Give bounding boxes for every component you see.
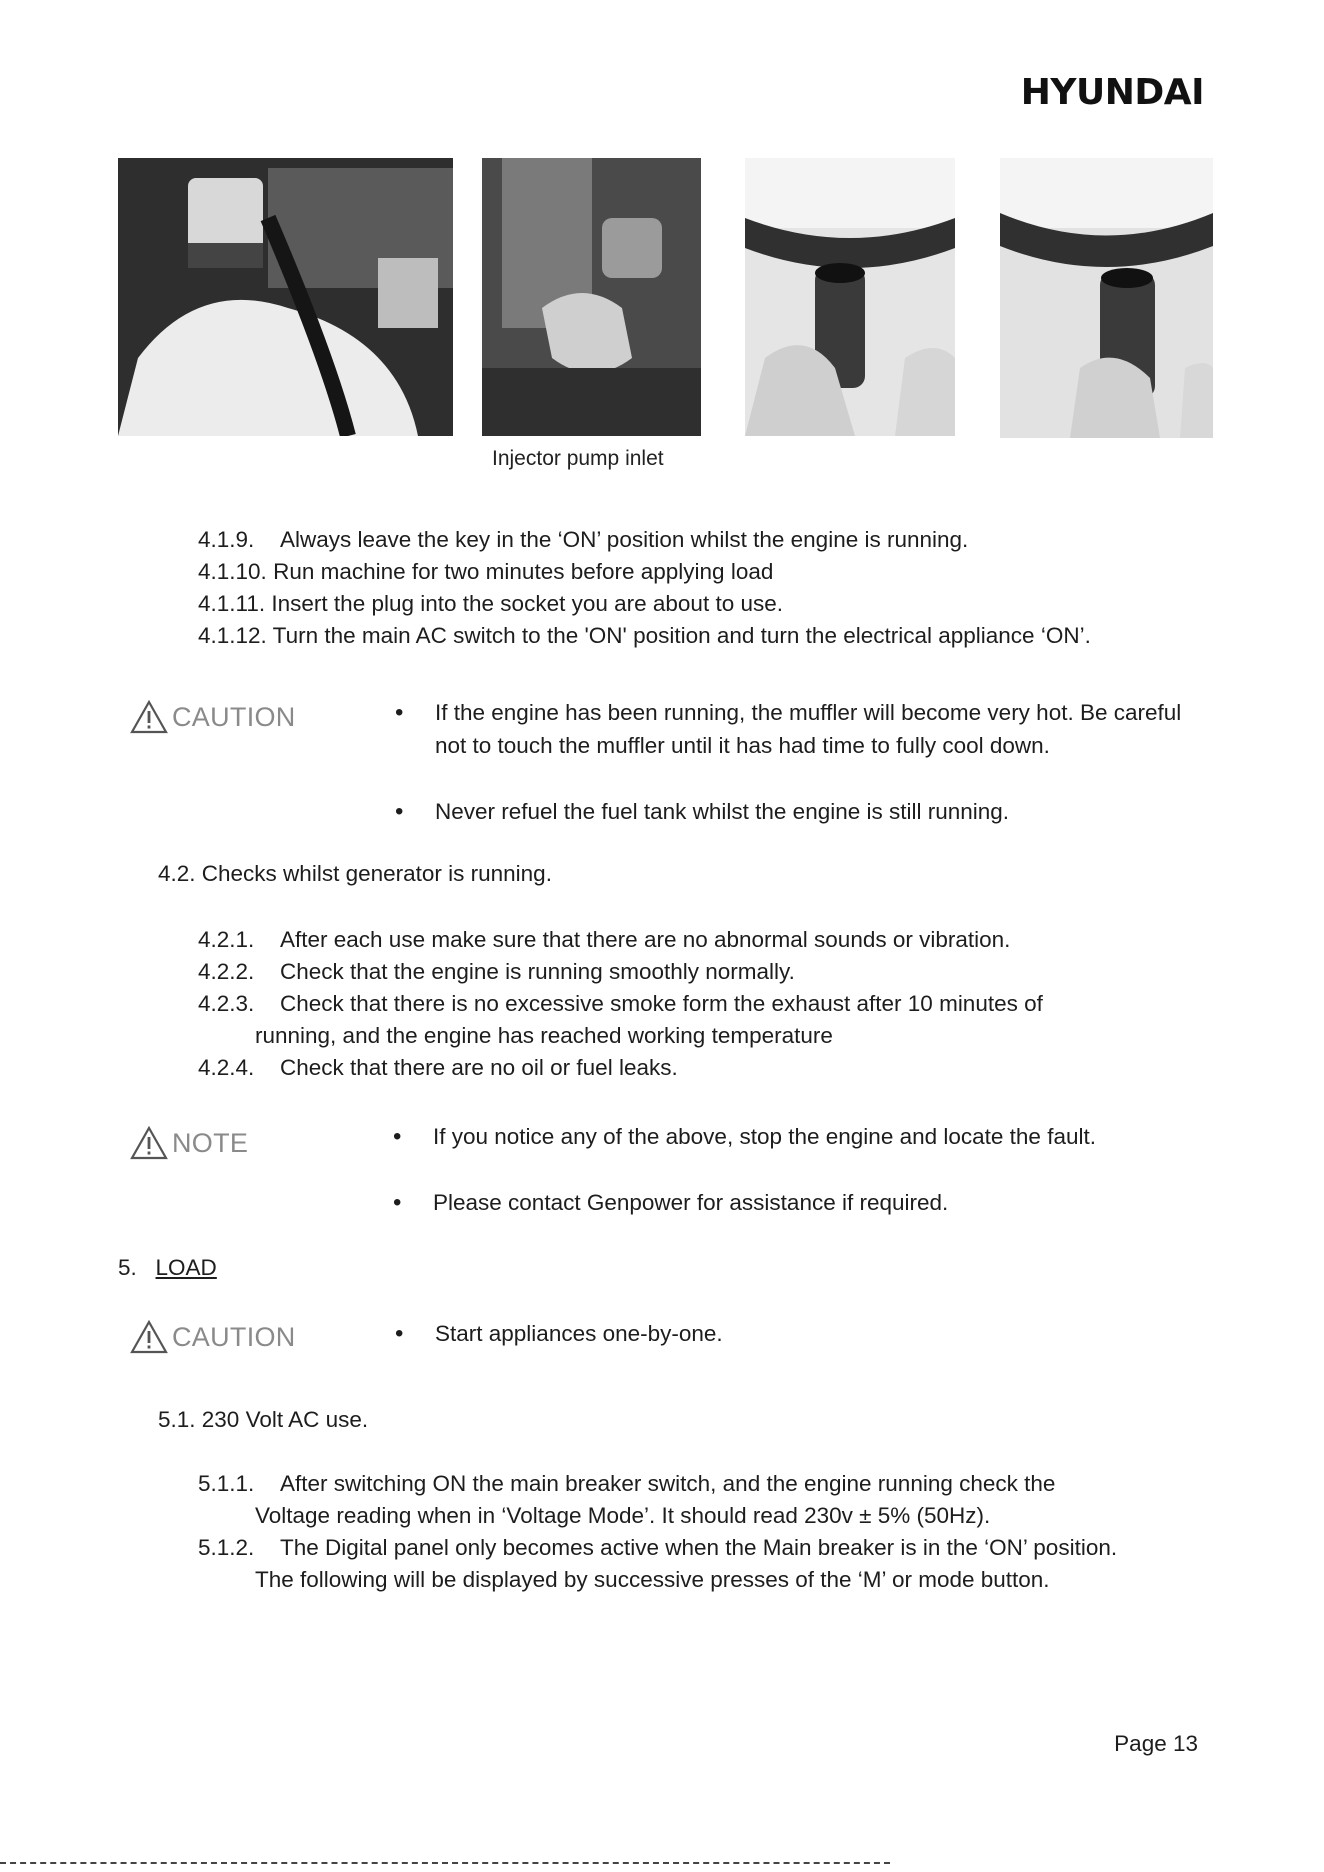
bullet-dot: • bbox=[395, 699, 404, 726]
list-item bbox=[198, 988, 1043, 1020]
list-item bbox=[198, 1052, 678, 1084]
item-number: 4.1.11. bbox=[198, 591, 266, 616]
bullet-dot: • bbox=[395, 1320, 404, 1347]
item-number: 5.1.2. bbox=[198, 1535, 255, 1560]
footer-divider bbox=[0, 1862, 890, 1864]
item-text: Check that there is no excessive smoke form the exhaust after 10 minutes of bbox=[280, 991, 1043, 1016]
list-item bbox=[198, 1532, 1117, 1564]
fuel-hose-photo-1 bbox=[745, 158, 955, 436]
page-number: Page 13 bbox=[1114, 1731, 1198, 1756]
item-number: 4.2.3. bbox=[198, 991, 255, 1016]
item-continuation: Voltage reading when in ‘Voltage Mode’. It should read 230v ± 5% (50Hz). bbox=[255, 1503, 991, 1528]
item-text: Always leave the key in the ‘ON’ position whilst the engine is running. bbox=[280, 527, 969, 552]
item-text: After each use make sure that there are no abnormal sounds or vibration. bbox=[280, 927, 1011, 952]
item-text: After switching ON the main breaker switch, and the engine running check the bbox=[280, 1471, 1056, 1496]
bullet-item bbox=[395, 795, 1215, 828]
warning-triangle-icon bbox=[130, 1126, 168, 1160]
caution-label bbox=[130, 1320, 296, 1354]
caution-label bbox=[130, 700, 296, 734]
item-continuation: The following will be displayed by successive presses of the ‘M’ or mode button. bbox=[255, 1567, 1050, 1592]
section-heading: 4.2. Checks whilst generator is running. bbox=[158, 861, 552, 886]
item-number: 4.1.10. bbox=[198, 559, 267, 584]
figure-caption: Injector pump inlet bbox=[492, 447, 664, 470]
list-item bbox=[198, 556, 773, 588]
list-item bbox=[198, 924, 1010, 956]
section-title: LOAD bbox=[155, 1255, 217, 1280]
item-text: Check that the engine is running smoothly normally. bbox=[280, 959, 795, 984]
section-5-heading bbox=[118, 1252, 217, 1284]
bullet-text: Never refuel the fuel tank whilst the engine is still running. bbox=[435, 799, 1010, 824]
bullet-text: Start appliances one-by-one. bbox=[435, 1321, 723, 1346]
item-text: The Digital panel only becomes active when the Main breaker is in the ‘ON’ position. bbox=[280, 1535, 1118, 1560]
item-number: 4.2.4. bbox=[198, 1055, 255, 1080]
item-number: 4.1.12. bbox=[198, 623, 267, 648]
bullet-item bbox=[393, 1186, 1213, 1219]
item-text: Turn the main AC switch to the 'ON' position and turn the electrical appliance ‘ON’. bbox=[272, 623, 1091, 648]
bullet-text: If the engine has been running, the muffler will become very hot. Be careful not to touch the muffler until it has had time to fully cool down. bbox=[435, 700, 1182, 758]
item-continuation: running, and the engine has reached working temperature bbox=[255, 1023, 833, 1048]
injector-pump-inlet-photo bbox=[482, 158, 701, 436]
note-text: NOTE bbox=[172, 1127, 249, 1158]
item-number: 4.2.2. bbox=[198, 959, 255, 984]
note-label bbox=[130, 1126, 248, 1160]
item-number: 5.1.1. bbox=[198, 1471, 255, 1496]
warning-triangle-icon bbox=[130, 700, 168, 734]
fuel-hose-photo-2 bbox=[1000, 158, 1213, 438]
fuel-filter-photo bbox=[118, 158, 453, 436]
item-text: Check that there are no oil or fuel leaks. bbox=[280, 1055, 678, 1080]
bullet-dot: • bbox=[395, 798, 404, 825]
warning-triangle-icon bbox=[130, 1320, 168, 1354]
list-item bbox=[198, 588, 783, 620]
item-number: 4.2.1. bbox=[198, 927, 255, 952]
bullet-item bbox=[393, 1120, 1113, 1186]
item-text: Insert the plug into the socket you are about to use. bbox=[271, 591, 783, 616]
caution-text: CAUTION bbox=[172, 701, 296, 732]
list-item bbox=[198, 524, 968, 556]
section-number: 5. bbox=[118, 1255, 137, 1280]
caution-text: CAUTION bbox=[172, 1321, 296, 1352]
bullet-item bbox=[395, 1317, 1215, 1350]
section-heading: 5.1. 230 Volt AC use. bbox=[158, 1407, 369, 1432]
list-item bbox=[198, 956, 795, 988]
bullet-dot: • bbox=[393, 1123, 402, 1150]
item-text: Run machine for two minutes before applying load bbox=[273, 559, 774, 584]
list-item bbox=[198, 620, 1091, 652]
item-number: 4.1.9. bbox=[198, 527, 255, 552]
bullet-dot: • bbox=[393, 1189, 402, 1216]
bullet-item bbox=[395, 696, 1215, 762]
bullet-text: Please contact Genpower for assistance if required. bbox=[433, 1190, 949, 1215]
brand-logo: HYUNDAI bbox=[1020, 72, 1204, 113]
bullet-text: If you notice any of the above, stop the engine and locate the fault. bbox=[433, 1124, 1096, 1149]
list-item bbox=[198, 1468, 1055, 1500]
